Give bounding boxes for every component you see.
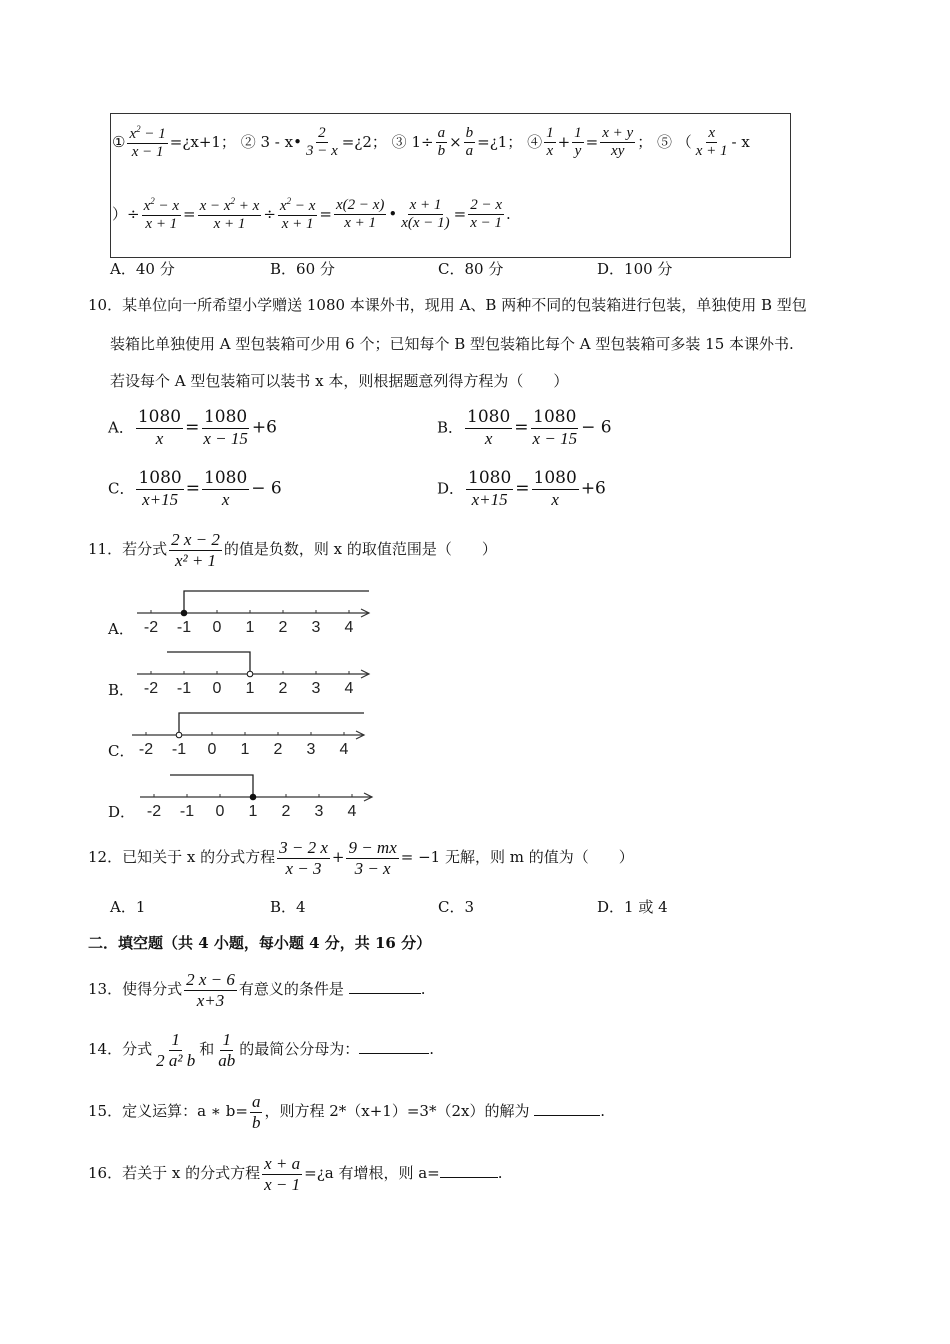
tick-label: 1 — [240, 741, 250, 758]
q16-prefix: 若关于 x 的分式方程 — [122, 1164, 261, 1183]
tick-label: 3 — [311, 680, 321, 697]
q14-number: 14． — [88, 1040, 123, 1059]
period: . — [497, 1164, 503, 1183]
q10-number: 10． — [88, 296, 123, 314]
q12-number: 12． — [88, 848, 123, 867]
endpoint-dot — [181, 610, 187, 616]
q15-number: 15． — [88, 1102, 123, 1121]
tick-label: -2 — [138, 741, 154, 758]
tick-label: -2 — [143, 680, 159, 697]
close-paren-divide: ）÷ — [112, 204, 140, 223]
q11-option-b-label[interactable]: B． — [108, 681, 135, 699]
tick-label: 2 — [281, 803, 291, 820]
q12-suffix: = −1 无解，则 m 的值为（ ） — [400, 848, 634, 867]
equals-sign: = — [183, 204, 196, 223]
item2-result: =¿2； — [341, 132, 387, 151]
q9-option-b[interactable]: B．60 分 — [270, 260, 335, 278]
q11-option-d-label[interactable]: D． — [108, 803, 136, 821]
q9-option-c[interactable]: C．80 分 — [438, 260, 504, 278]
tick-label: 0 — [215, 803, 225, 820]
q15-prefix: 定义运算：a ∗ b= — [122, 1102, 248, 1121]
tick-label: 0 — [212, 680, 222, 697]
q11-option-a-label[interactable]: A． — [108, 620, 134, 638]
item1-marker: ① — [112, 132, 126, 151]
divide-sign: ÷ — [263, 204, 276, 223]
item3-text: ③ 1÷ — [391, 132, 434, 151]
q10-line3: 若设每个 A 型包装箱可以装书 x 本，则根据题意列得方程为（ ） — [110, 372, 569, 390]
tick-label: 4 — [339, 741, 349, 758]
q9-option-d[interactable]: D．100 分 — [597, 260, 673, 278]
q9-option-a[interactable]: A．40 分 — [110, 260, 175, 278]
option-label: C． — [108, 479, 135, 498]
option-label: A． — [108, 418, 134, 437]
equals-sign: = — [585, 132, 599, 151]
option-label: D． — [437, 479, 465, 498]
q14-mid: 和 — [199, 1040, 215, 1059]
q15-stem: 15．定义运算：a ∗ b= $\frac{a}{b}$ ，则方程 2*（x+1）=3*（2x）的解为 . — [88, 1092, 606, 1132]
period: . — [506, 204, 511, 223]
equals-sign: = — [319, 204, 332, 223]
endpoint-dot — [176, 732, 182, 738]
q13-suffix: 有意义的条件是 — [238, 980, 344, 999]
tick-label: 1 — [248, 803, 258, 820]
tick-label: -1 — [179, 803, 195, 820]
tick-label: 4 — [344, 619, 354, 636]
q13-number: 13． — [88, 980, 123, 999]
tick-label: 3 — [306, 741, 316, 758]
q11-number: 11． — [88, 540, 123, 559]
q10-option-c[interactable]: C． $\frac{1080}{x+15}$ = $\frac{1080}{x}$ − 6 — [108, 468, 282, 509]
section-title: 二．填空题（共 4 小题，每小题 4 分，共 16 分） — [88, 934, 432, 952]
q16-suffix: =¿a 有增根，则 a= — [304, 1164, 440, 1183]
q13-prefix: 使得分式 — [122, 980, 183, 999]
q11-prefix: 若分式 — [122, 540, 168, 559]
q11-option-c-label[interactable]: C． — [108, 742, 135, 760]
q14-prefix: 分式 — [122, 1040, 153, 1059]
semicolon: ； — [637, 132, 653, 151]
endpoint-dot — [247, 671, 253, 677]
q12-option-c[interactable]: C．3 — [438, 898, 475, 916]
q16-answer-blank[interactable] — [440, 1177, 498, 1178]
q12-option-b[interactable]: B．4 — [270, 898, 306, 916]
q9-line2: ）÷ $\frac{x^2 - x}{x + 1}$ = $\frac{x - x^2 + x}{x + 1}$ ÷ $\frac{x^2 - x}{x + 1}$ = $\frac{x(2 - x)}{x + 1}$ • $\frac{x + 1}{x(x - 1)}$ = $\frac{2 - x}{x - 1}$ . — [112, 196, 511, 233]
q10-option-a[interactable]: A． $\frac{1080}{x}$ = $\frac{1080}{x - 15}$ +6 — [108, 407, 277, 448]
solution-ray — [184, 591, 369, 613]
q12-option-a[interactable]: A．1 — [110, 898, 146, 916]
q13-stem: 13．使得分式 $\frac{2 x - 6}{x+3}$ 有意义的条件是 . — [88, 970, 426, 1010]
q10-line2: 装箱比单独使用 A 型包装箱可少用 6 个；已知每个 B 型包装箱比每个 A 型包装箱可多装 15 本课外书. — [110, 335, 794, 353]
q16-number: 16． — [88, 1164, 123, 1183]
q12-option-d[interactable]: D．1 或 4 — [597, 898, 668, 916]
item5-marker: ⑤ （ — [656, 132, 692, 151]
tick-label: 3 — [314, 803, 324, 820]
q15-suffix: ，则方程 2*（x+1）=3*（2x）的解为 — [264, 1102, 530, 1121]
tick-label: 4 — [344, 680, 354, 697]
tick-label: 1 — [245, 619, 255, 636]
q14-suffix: 的最简公分母为： — [239, 1040, 360, 1059]
minus-x: - x — [731, 132, 750, 151]
period: . — [429, 1040, 435, 1059]
tick-label: 2 — [273, 741, 283, 758]
tick-label: -2 — [143, 619, 159, 636]
tick-label: -1 — [171, 741, 187, 758]
period: . — [420, 980, 426, 999]
tick-label: 4 — [347, 803, 357, 820]
q11-suffix: 的值是负数，则 x 的取值范围是（ ） — [223, 540, 497, 559]
tick-label: 1 — [245, 680, 255, 697]
times-sign: × — [449, 132, 462, 151]
endpoint-dot — [250, 794, 256, 800]
tick-label: 0 — [212, 619, 222, 636]
tick-label: 3 — [311, 619, 321, 636]
q10-option-b[interactable]: B． $\frac{1080}{x}$ = $\frac{1080}{x - 15}$ − 6 — [437, 407, 612, 448]
item3-result: =¿1； — [477, 132, 523, 151]
tick-label: -1 — [176, 680, 192, 697]
q14-stem: 14．分式 $\frac{1}{\text{2 a² b}}$ 和 $\frac{1}{ab}$ 的最简公分母为： . — [88, 1030, 435, 1070]
q11-stem: 11．若分式 $\frac{2 x - 2}{\text{x² + 1}}$ 的值是负数，则 x 的取值范围是（ ） — [88, 530, 497, 570]
q15-answer-blank[interactable] — [534, 1115, 600, 1116]
tick-label: 2 — [278, 680, 288, 697]
tick-label: -1 — [176, 619, 192, 636]
equals-sign: = — [453, 204, 467, 223]
option-label: B． — [437, 418, 464, 437]
tick-label: 0 — [207, 741, 217, 758]
plus-sign: + — [557, 132, 571, 151]
q9-line1: ① $\frac{x^2 - 1}{x - 1}$ =¿x+1； ② 3 - x• $\frac{2}{3 - x}$ =¿2； ③ 1÷ $\frac{a}{b}$ × $\frac{b}{a}$ =¿1； ④ $\frac{1}{x}$ + $\frac{1}{y}$ = $\frac{x + y}{xy}$ ； ⑤ （ $\frac{x}{x + 1}$ - x — [112, 124, 750, 161]
q14-answer-blank[interactable] — [359, 1053, 429, 1054]
item4-marker: ④ — [527, 132, 543, 151]
solution-ray — [170, 775, 253, 797]
q12-stem: 12．已知关于 x 的分式方程 $\frac{3 - 2 x}{x - 3}$ + $\frac{9 - mx}{3 - x}$ = −1 无解，则 m 的值为（ ） — [88, 838, 634, 878]
item1-result: =¿x+1； — [169, 132, 236, 151]
q10-text1: 某单位向一所希望小学赠送 1080 本课外书，现用 A、B 两种不同的包装箱进行包装，单独使用 B 型包 — [122, 296, 807, 314]
plus: + — [331, 848, 345, 867]
q10-option-d[interactable]: D． $\frac{1080}{x+15}$ = $\frac{1080}{x}$ +6 — [437, 468, 606, 509]
solution-ray — [179, 713, 364, 735]
solution-ray — [167, 652, 250, 674]
q13-answer-blank[interactable] — [349, 993, 421, 994]
tick-label: 2 — [278, 619, 288, 636]
q16-stem: 16．若关于 x 的分式方程 $\frac{x + a}{x - 1}$ =¿a 有增根，则 a= . — [88, 1154, 503, 1194]
q12-prefix: 已知关于 x 的分式方程 — [122, 848, 276, 867]
dot-sign: • — [388, 204, 398, 223]
item2-text: ② 3 - x• — [240, 132, 302, 151]
tick-label: -2 — [146, 803, 162, 820]
period: . — [600, 1102, 606, 1121]
